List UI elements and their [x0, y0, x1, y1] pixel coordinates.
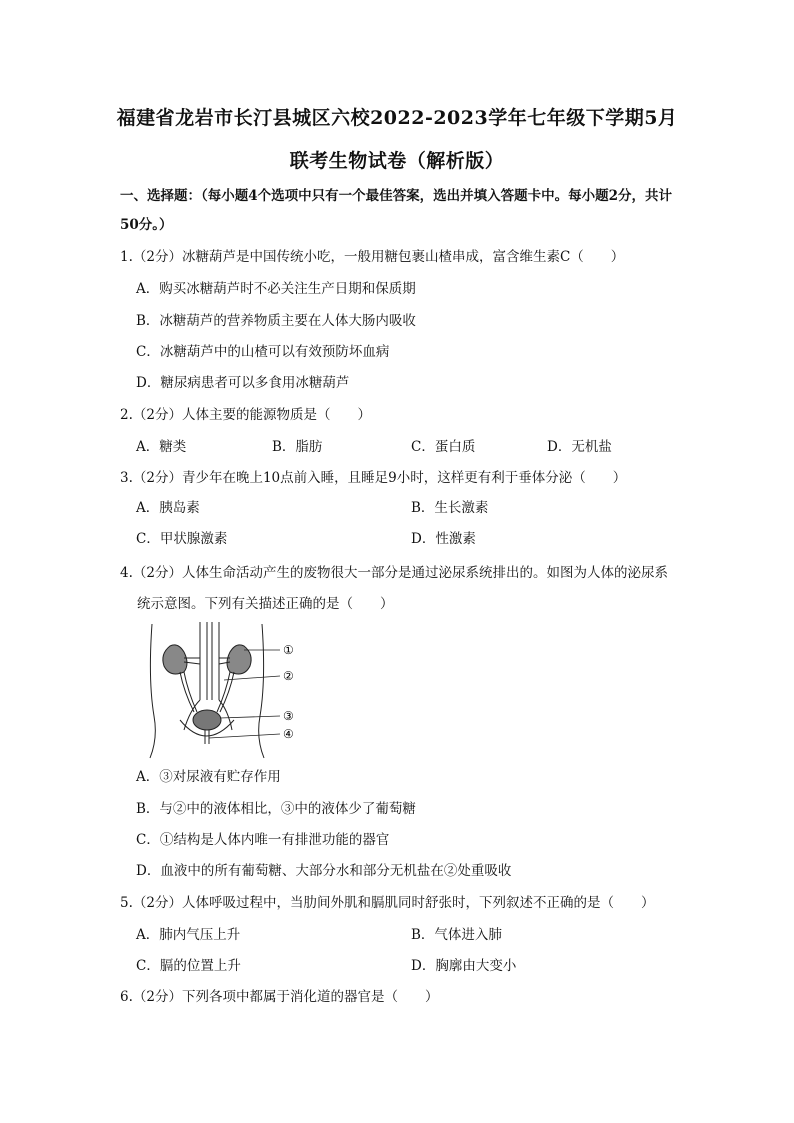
diagram-label-4: ④ — [283, 727, 294, 741]
diagram-label-1: ① — [283, 643, 294, 657]
urethra-shape — [205, 730, 209, 744]
section-heading: 一、选择题：（每小题4个选项中只有一个最佳答案，选出并填入答题卡中。每小题2分，共计50分。） — [120, 188, 673, 233]
question-3-option-b: B．生长激素 — [411, 500, 489, 516]
question-1-option-d: D．糖尿病患者可以多食用冰糖葫芦 — [136, 375, 350, 391]
question-4-option-b: B．与②中的液体相比，③中的液体少了葡萄糖 — [136, 801, 416, 817]
urinary-system-diagram — [140, 620, 310, 760]
question-3-stem: 3.（2分）青少年在晚上10点前入睡，且睡足9小时，这样更有利于垂体分泌（ ） — [120, 470, 627, 486]
right-kidney-shape — [227, 645, 251, 674]
question-2-stem: 2.（2分）人体主要的能源物质是（ ） — [120, 407, 371, 423]
question-1-option-c: C．冰糖葫芦中的山楂可以有效预防坏血病 — [136, 344, 390, 360]
question-4-option-d: D．血液中的所有葡萄糖、大部分水和部分无机盐在②处重吸收 — [136, 863, 512, 879]
question-6-stem: 6.（2分）下列各项中都属于消化道的器官是（ ） — [120, 989, 439, 1005]
question-4-stem — [120, 558, 680, 620]
question-5-option-d: D．胸廓由大变小 — [411, 958, 517, 974]
bladder-shape — [193, 710, 221, 730]
question-5-stem: 5.（2分）人体呼吸过程中，当肋间外肌和膈肌同时舒张时，下列叙述不正确的是（ ） — [120, 895, 655, 911]
diagram-label-2: ② — [283, 669, 294, 683]
question-5-option-c: C．膈的位置上升 — [136, 958, 241, 974]
question-5-option-a: A．肺内气压上升 — [136, 927, 241, 943]
question-3-option-c: C．甲状腺激素 — [136, 531, 228, 547]
question-1-stem: 1.（2分）冰糖葫芦是中国传统小吃，一般用糖包裹山楂串成，富含维生素C（ ） — [120, 249, 625, 265]
exam-title-line2: 联考生物试卷（解析版） — [289, 150, 505, 172]
question-4-option-a: A．③对尿液有贮存作用 — [136, 769, 281, 785]
question-3-option-d: D．性激素 — [411, 531, 476, 547]
question-3-option-a: A．胰岛素 — [136, 500, 200, 516]
question-2-option-b: B．脂肪 — [272, 439, 323, 455]
question-4-stem-text: 4.（2分）人体生命活动产生的废物很大一部分是通过泌尿系统排出的。如图为人体的泌尿系统示意图。下列有关描述正确的是（ ） — [120, 565, 668, 612]
diagram-label-3: ③ — [283, 709, 294, 723]
question-4-option-c: C．①结构是人体内唯一有排泄功能的器官 — [136, 832, 390, 848]
exam-title-line1: 福建省龙岩市长汀县城区六校2022-2023学年七年级下学期5月 — [116, 107, 678, 129]
question-2-option-d: D．无机盐 — [547, 439, 612, 455]
left-kidney-shape — [163, 645, 187, 674]
question-5-option-b: B．气体进入肺 — [411, 927, 502, 943]
question-2-option-a: A．糖类 — [136, 439, 187, 455]
question-2-option-c: C．蛋白质 — [411, 439, 476, 455]
question-1-option-b: B．冰糖葫芦的营养物质主要在人体大肠内吸收 — [136, 313, 416, 329]
right-ureter-shape — [217, 672, 234, 712]
question-1-option-a: A．购买冰糖葫芦时不必关注生产日期和保质期 — [136, 281, 416, 297]
